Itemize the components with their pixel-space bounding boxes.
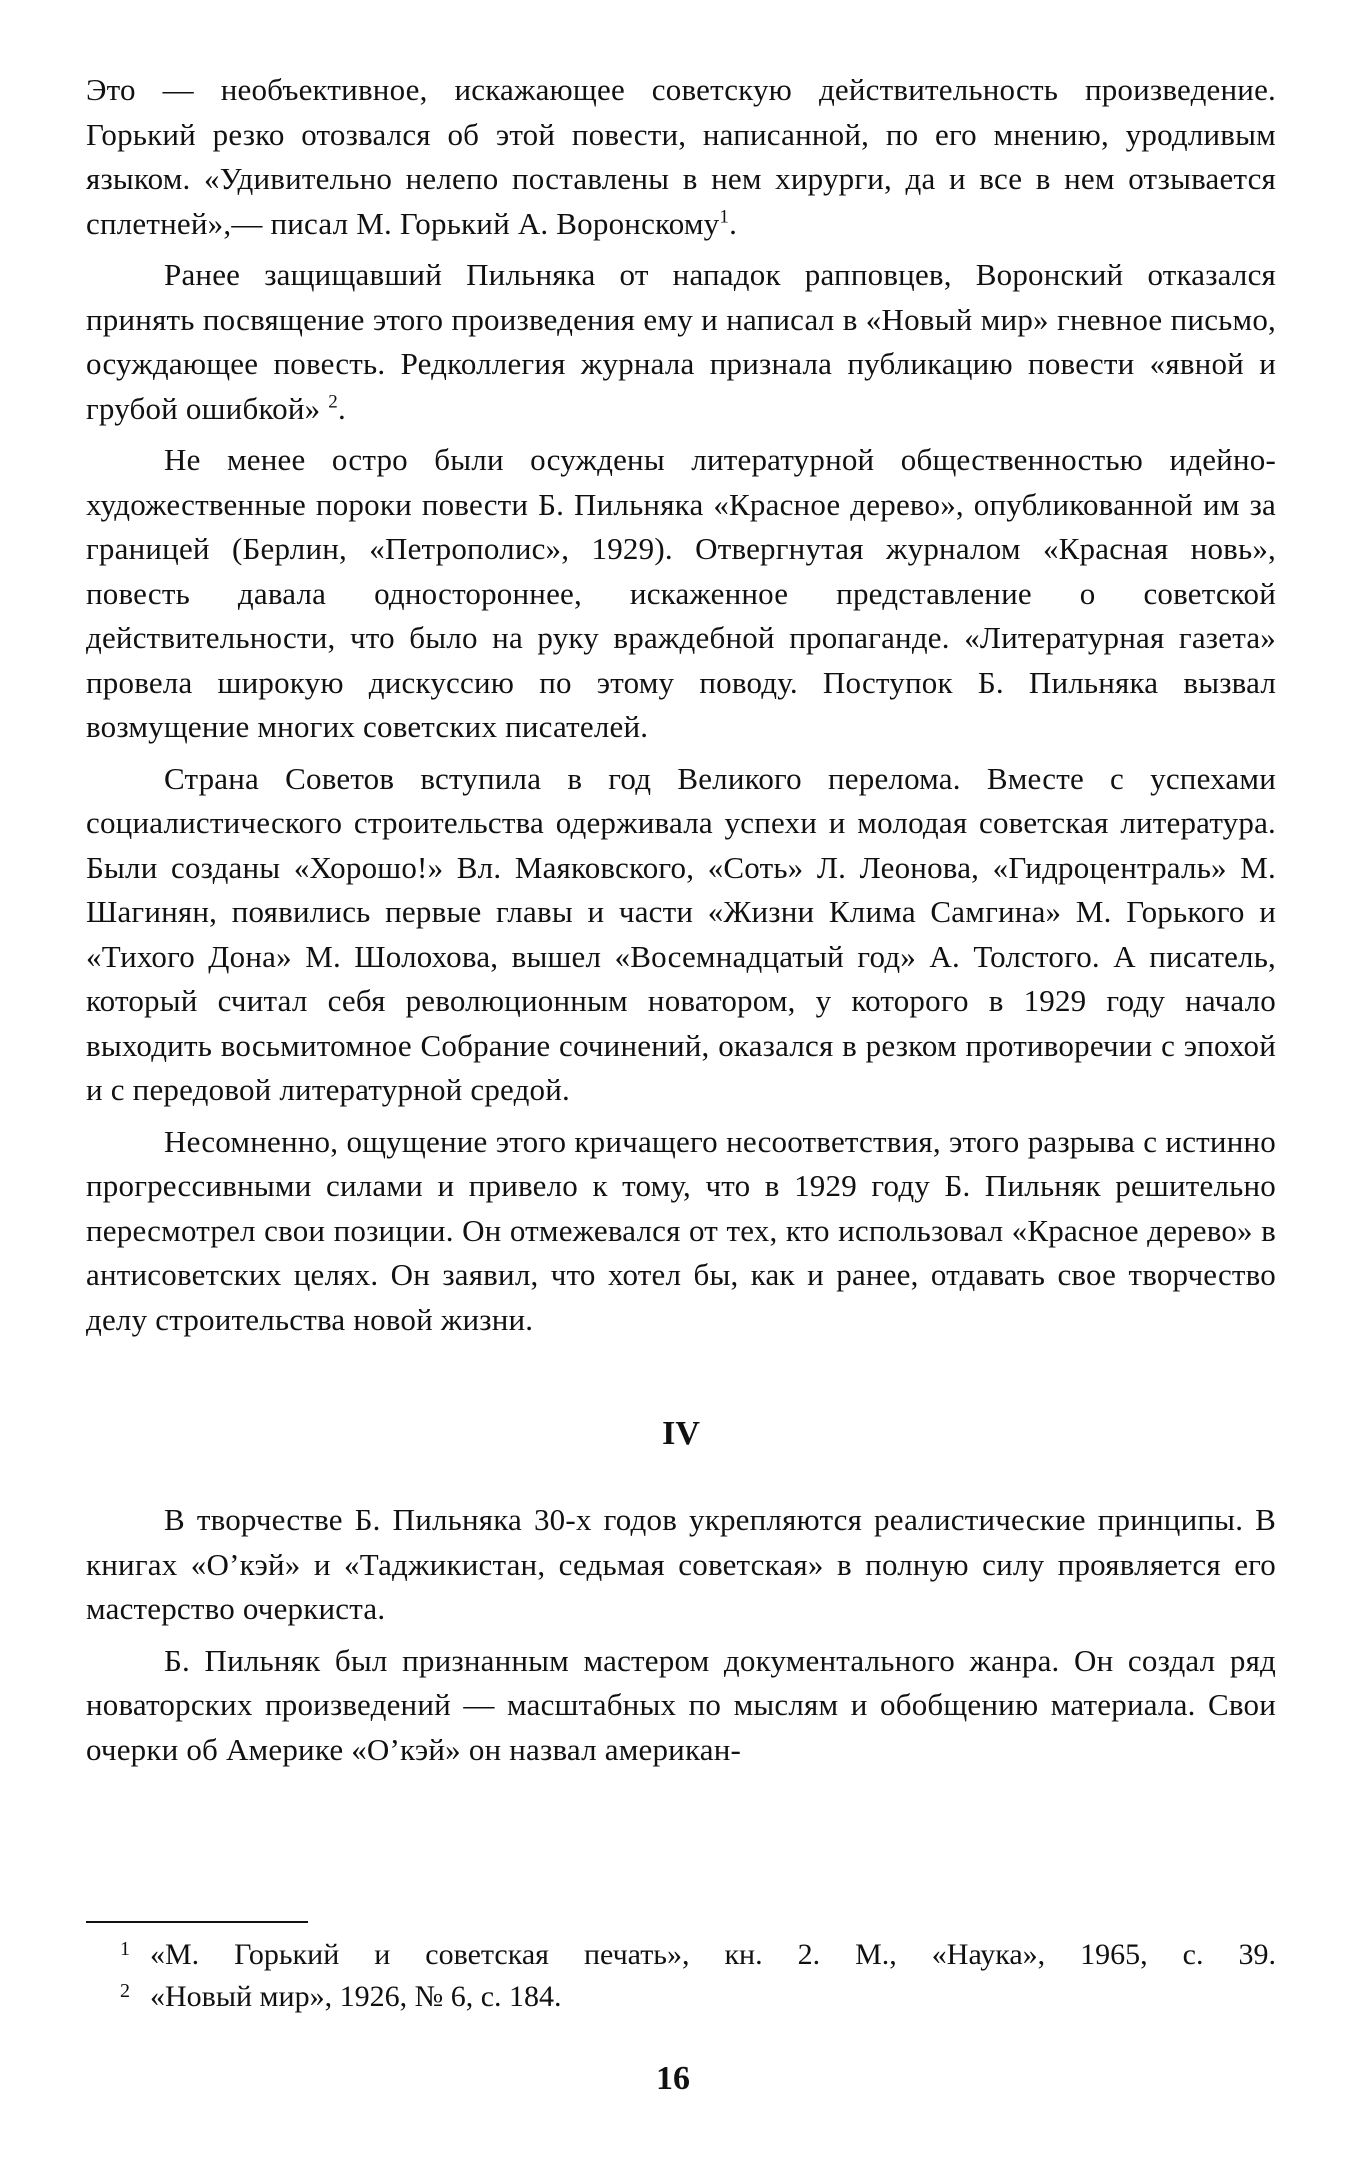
page-number: 16 — [656, 2060, 690, 2097]
footnote-mark-2: 2 — [120, 1980, 130, 2002]
paragraph-4: Страна Советов вступила в год Великого перелома. Вместе с успехами социалистического строительства одерживала успехи и молодая советская литература. Были созданы «Хорошо!» Вл. Маяковского, «Соть» Л. Леонова, «Гидроцентраль» М. Шагинян, появились первые главы и части «Жизни Клима Самгина» М. Горького и «Тихого Дона» М. Шолохова, вышел «Восемнадцатый год» А. Толстого. А писатель, который считал себя революционным новатором, у которого в 1929 году начало выходить восьмитомное Собрание сочинений, оказался в резком противоречии с эпохой и с передовой литературной средой. — [86, 760, 1276, 1107]
paragraph-2-tail: . — [337, 390, 346, 426]
footnotes — [120, 1934, 1276, 2018]
footnote-text-2: «Новый мир», 1926, № 6, с. 184. — [150, 1980, 562, 2013]
page-body — [86, 68, 1276, 1772]
paragraph-5: Несомненно, ощущение этого кричащего несоответствия, этого разрыва с истинно прогрессивными силами и привело к тому, что в 1929 году Б. Пильняк решительно пересмотрел свои позиции. Он отмежевался от тех, кто использовал «Красное дерево» в антисоветских целях. Он заявил, что хотел бы, как и ранее, отдавать свое творчество делу строительства новой жизни. — [86, 1123, 1276, 1337]
paragraph-1-tail: . — [729, 205, 738, 241]
paragraph-2-text: Ранее защищавший Пильняка от нападок рапповцев, Воронский отказался принять посвящение этого произведения ему и написал в «Новый мир» гневное письмо, осуждающее повесть. Редколлегия журнала признала публикацию повести «явной и грубой ошибкой» — [86, 257, 1276, 426]
paragraph-7: Б. Пильняк был признанным мастером документального жанра. Он создал ряд новаторских произведений — масштабных по мыслям и обобщению материала. Свои очерки об Америке «О’кэй» он назвал американ- — [86, 1642, 1276, 1767]
footnote-ref-2[interactable]: 2 — [328, 391, 338, 413]
footnote-mark-1: 1 — [120, 1938, 130, 1960]
paragraph-2 — [86, 253, 1276, 431]
paragraph-3: Не менее остро были осуждены литературной общественностью идейно-художественные пороки повести Б. Пильняка «Красное дерево», опубликованной им за границей (Берлин, «Петрополис», 1929). Отвергнутая журналом «Красная новь», повесть давала одностороннее, искаженное представление о советской действительности, что было на руку враждебной пропаганде. «Литературная газета» провела широкую дискуссию по этому поводу. Поступок Б. Пильняка вызвал возмущение многих советских писателей. — [86, 442, 1276, 744]
footnote-1 — [120, 1934, 1276, 1976]
footnote-text-1: «М. Горький и советская печать», кн. 2. М., «Наука», 1965, с. 39. — [150, 1938, 1276, 1971]
paragraph-1 — [86, 68, 1276, 246]
footnote-2 — [120, 1976, 1276, 2018]
footnote-divider — [86, 1921, 308, 1923]
section-heading: IV — [662, 1415, 700, 1452]
footnote-ref-1[interactable]: 1 — [719, 206, 730, 228]
paragraph-6: В творчестве Б. Пильняка 30-х годов укрепляются реалистические принципы. В книгах «О’кэй» и «Таджикистан, седьмая советская» в полную силу проявляется его мастерство очеркиста. — [86, 1502, 1276, 1626]
paragraph-1-text: Это — необъективное, искажающее советскую действительность произведение. Горький резко отозвался об этой повести, написанной, по его мнению, уродливым языком. «Удивительно нелепо поставлены в нем хирурги, да и все в нем отзывается сплетней»,— писал М. Горький А. Воронскому — [86, 72, 1276, 241]
